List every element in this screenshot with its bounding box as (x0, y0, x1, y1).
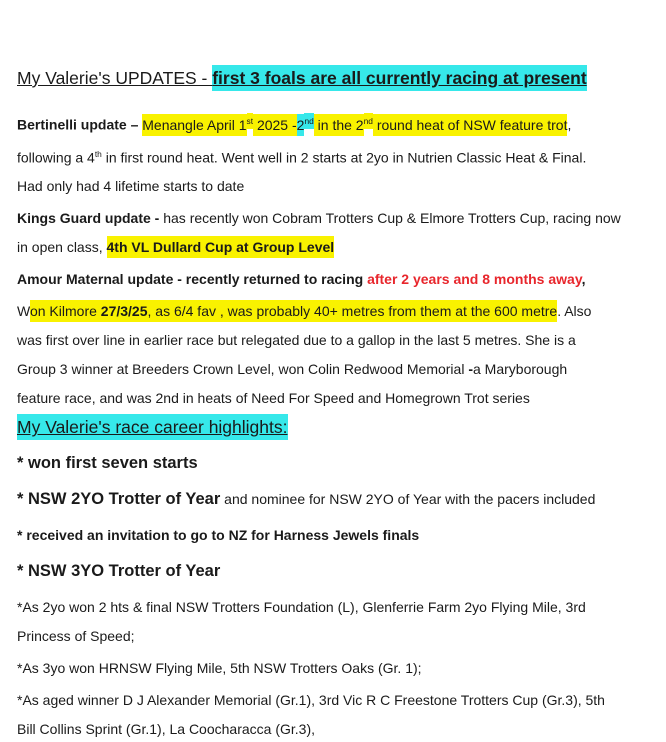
text-run: a Maryborough (473, 361, 568, 378)
text-run: *As aged winner D J Alexander Memorial (Gr.1), 3rd Vic R C Freestone Trotters Cup (Gr.3), 5th (17, 692, 605, 709)
text-run: *As 3yo won HRNSW Flying Mile, 5th NSW Trotters Oaks (Gr. 1); (17, 660, 422, 677)
text-run: feature race, and was 2nd in heats of Need For Speed and Homegrown Trot series (17, 390, 530, 407)
career-as-3yo-paragraph (17, 654, 658, 683)
text-run: , as 6/4 fav , was probably 40+ metres from them at the 600 metre (148, 300, 558, 322)
race-career-highlights-heading (17, 413, 658, 442)
bertinelli-update-paragraph (17, 107, 658, 201)
text-run: Amour Maternal update - recently returned to racing (17, 271, 368, 288)
text-run: in first round heat. Went well in 2 starts at 2yo in Nutrien Classic Heat & Final. (101, 149, 587, 166)
text-run: *As 2yo won 2 hts & final NSW Trotters Foundation (L), Glenferrie Farm 2yo Flying Mile, 3rd (17, 599, 586, 616)
highlight-won-first-seven-starts (17, 449, 658, 478)
text-run: st (247, 113, 254, 129)
text-run: 4th VL Dullard Cup at Group Level (107, 236, 335, 258)
text-run: first 3 foals are all currently racing at present (212, 65, 586, 91)
career-as-2yo-paragraph (17, 593, 658, 651)
kilmore-win-paragraph (17, 297, 658, 413)
highlight-nsw-2yo-trotter-of-year (17, 485, 658, 514)
text-run: nd (304, 113, 313, 129)
text-run: , (567, 116, 572, 133)
text-run: has recently won Cobram Trotters Cup & Elmore Trotters Cup, racing now (163, 210, 621, 227)
text-run: 27/3/25 (101, 300, 148, 322)
text-run: was first over line in earlier race but relegated due to a gallop in the last 5 metres. She is a (17, 332, 576, 349)
text-run: * NSW 3YO Trotter of Year (17, 562, 221, 581)
text-run: My Valerie's UPDATES - (17, 68, 213, 88)
text-run: Menangle April 1 (142, 114, 246, 136)
text-run: , (581, 271, 586, 288)
kings-guard-update-paragraph (17, 204, 658, 262)
text-run: . Also (557, 303, 592, 320)
text-run: * won first seven starts (17, 454, 198, 473)
text-run: nd (364, 113, 373, 129)
text-run: round heat of NSW feature trot (373, 114, 568, 136)
text-run: Kings Guard update - (17, 210, 164, 227)
text-run: after 2 years and 8 months away (367, 271, 582, 288)
text-run: Bertinelli update – (17, 116, 143, 133)
text-run: on Kilmore (30, 300, 101, 322)
text-run: * NSW 2YO Trotter of Year (17, 490, 221, 509)
text-run: th (94, 148, 102, 159)
text-run: Bill Collins Sprint (Gr.1), La Coocharacca (Gr.3), (17, 721, 315, 738)
text-run: 2 (297, 114, 305, 136)
text-run: - (468, 361, 473, 378)
text-run: and nominee for NSW 2YO of Year with the pacers included (220, 491, 596, 508)
text-run: Princess of Speed; (17, 628, 135, 645)
career-as-aged-paragraph (17, 686, 658, 742)
amour-maternal-update-paragraph (17, 265, 658, 294)
document-title (17, 65, 658, 91)
text-run: W (17, 303, 30, 320)
text-run: following a 4 (17, 149, 95, 166)
highlight-nsw-3yo-trotter-of-year (17, 557, 658, 586)
text-run: Had only had 4 lifetime starts to date (17, 178, 245, 195)
text-run: My Valerie's race career highlights: (17, 414, 288, 440)
text-run: * received an invitation to go to NZ for Harness Jewels finals (17, 527, 420, 544)
text-run: in open class, (17, 239, 107, 256)
text-run: in the 2 (314, 114, 364, 136)
text-run: 2025 - (253, 114, 297, 136)
text-run: Group 3 winner at Breeders Crown Level, won Colin Redwood Memorial (17, 361, 469, 378)
highlight-nz-harness-jewels-invitation (17, 521, 658, 550)
